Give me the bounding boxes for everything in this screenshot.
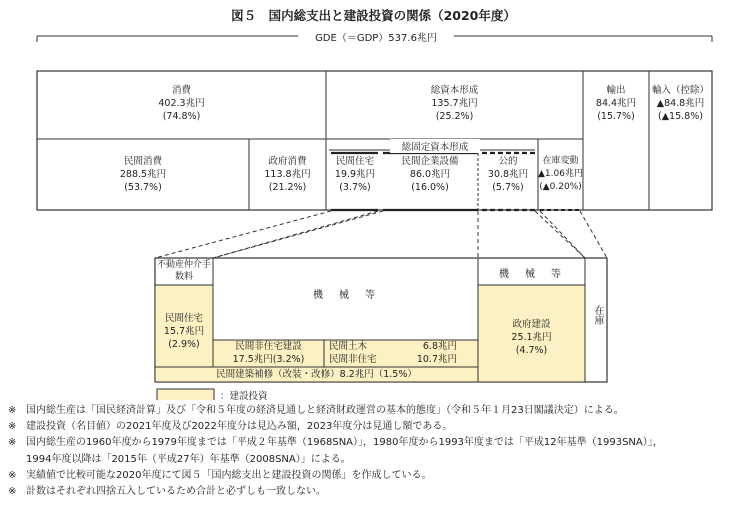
note-line: [8, 419, 746, 435]
note-text: 国内総生産の1960年度から1979年度までは「平成２年基準（1968SNA）」，1980年度から1993年度までは「平成12年基準（1993SNA）」，: [26, 437, 663, 449]
note-text: 建設投資（名目値）の2021年度及び2022年度分は見込み額，2023年度分は見通し額である。: [26, 421, 453, 433]
note-text: 計数はそれぞれ四捨五入しているため合計と必ずしも一致しない。: [26, 486, 326, 498]
detail-private-housing-name: 民間住宅: [164, 313, 203, 324]
public-value: 30.8兆円: [487, 169, 529, 180]
fixed-capital-label: 総固定資本形成: [390, 139, 480, 153]
exports-name: 輸出: [606, 85, 626, 96]
detail-private-housing-share: (2.9%): [168, 339, 200, 350]
non-residential-value: 17.5兆円: [232, 353, 273, 365]
figure-title: 図５ 国内総支出と建設投資の関係（2020年度）: [231, 8, 516, 23]
gov-construction-name: 政府建設: [512, 319, 551, 330]
exports-value: 84.4兆円: [595, 98, 637, 109]
note-line: [8, 484, 746, 500]
detail-private-housing-value: 15.7兆円: [163, 326, 205, 337]
note-mark: [8, 452, 26, 468]
private-housing-value: 19.9兆円: [334, 169, 376, 180]
inventory-cell: [538, 155, 583, 194]
private-business-name: 民間企業設備: [401, 156, 459, 167]
note-line: [8, 435, 746, 451]
imports-share: (▲15.8%): [658, 111, 703, 122]
legend-label: ：建設投資: [220, 391, 268, 402]
gov-construction-cell: [478, 318, 585, 357]
notes: [8, 403, 746, 500]
gov-construction-value: 25.1兆円: [511, 332, 552, 343]
private-business-share: (16.0%): [411, 182, 449, 193]
gross-capital-name: 総資本形成: [430, 85, 479, 96]
private-housing-share: (3.7%): [339, 182, 371, 193]
gross-capital-share: (25.2%): [435, 111, 474, 122]
note-line: [8, 452, 746, 468]
private-consumption-name: 民間消費: [123, 156, 162, 167]
private-housing-name: 民間住宅: [335, 156, 374, 167]
private-consumption-cell: [37, 155, 249, 194]
note-text: 国内総生産は「国民経済計算」及び「令和５年度の経済見通しと経済財政運営の基本的態度」（令和５年１月23日閣議決定）による。: [26, 405, 624, 416]
note-line: [8, 468, 746, 484]
machinery-label: 機 械 等: [313, 290, 378, 301]
non-res-building-value: 10.7兆円: [416, 353, 457, 365]
non-residential-share: (3.2%): [272, 353, 305, 365]
gde-label: GDE（＝GDP）537.6兆円: [315, 33, 437, 44]
non-residential-cell: [213, 341, 324, 366]
government-consumption-name: 政府消費: [268, 156, 307, 167]
private-housing-cell: [329, 155, 381, 194]
note-mark: ※: [8, 486, 17, 498]
imports-cell: [649, 84, 712, 123]
gov-construction-share: (4.7%): [515, 345, 548, 356]
consumption-name: 消費: [171, 85, 191, 96]
non-res-building-name: 民間非住宅: [329, 353, 377, 365]
inventory-vertical-label: 在庫: [592, 305, 603, 325]
gross-capital-value: 135.7兆円: [431, 98, 478, 109]
inventory-name: 在庫変動: [542, 156, 579, 166]
government-consumption-share: (21.2%): [268, 182, 307, 193]
repair-label: 民間建築補修（改装・改修）8.2兆円（1.5%）: [216, 369, 417, 380]
private-consumption-share: (53.7%): [124, 182, 162, 193]
note-mark: ※: [8, 437, 17, 449]
government-consumption-cell: [249, 155, 326, 194]
note-line: [8, 403, 746, 419]
private-consumption-value: 288.5兆円: [119, 169, 167, 180]
consumption-cell: [37, 84, 326, 123]
government-consumption-value: 113.8兆円: [264, 169, 311, 180]
note-mark: ※: [8, 421, 17, 433]
detail-private-housing: [155, 312, 213, 351]
public-name: 公的: [498, 156, 518, 167]
note-mark: ※: [8, 405, 17, 416]
imports-value: ▲84.8兆円: [656, 98, 705, 109]
inventory-share: (▲0.20%): [539, 182, 582, 192]
note-text: 1994年度以降は「2015年（平成27年）年基準（2008SNA）」による。: [26, 453, 351, 465]
consumption-share: (74.8%): [162, 111, 201, 122]
non-residential-name: 民間非住宅建設: [235, 341, 302, 352]
real-estate-fee-label: 不動産仲介手数料: [156, 260, 211, 282]
civil-eng-value: 6.8兆円: [422, 341, 457, 352]
note-mark: ※: [8, 469, 17, 481]
exports-share: (15.7%): [597, 111, 635, 122]
private-business-value: 86.0兆円: [409, 169, 451, 180]
exports-cell: [583, 84, 649, 123]
civil-building-cell: [329, 341, 477, 366]
imports-name: 輸入（控除）: [651, 85, 709, 96]
public-cell: [479, 155, 537, 194]
civil-eng-name: 民間土木: [329, 341, 368, 352]
machinery-right-label: 機 械 等: [499, 269, 564, 280]
public-share: (5.7%): [492, 182, 524, 193]
inventory-value: ▲1.06兆円: [538, 169, 583, 179]
private-business-cell: [381, 155, 479, 194]
consumption-value: 402.3兆円: [158, 98, 205, 109]
gross-capital-cell: [326, 84, 583, 123]
note-text: 実績値で比較可能な2020年度にて図５「国内総支出と建設投資の関係」を作成している。: [26, 469, 432, 481]
